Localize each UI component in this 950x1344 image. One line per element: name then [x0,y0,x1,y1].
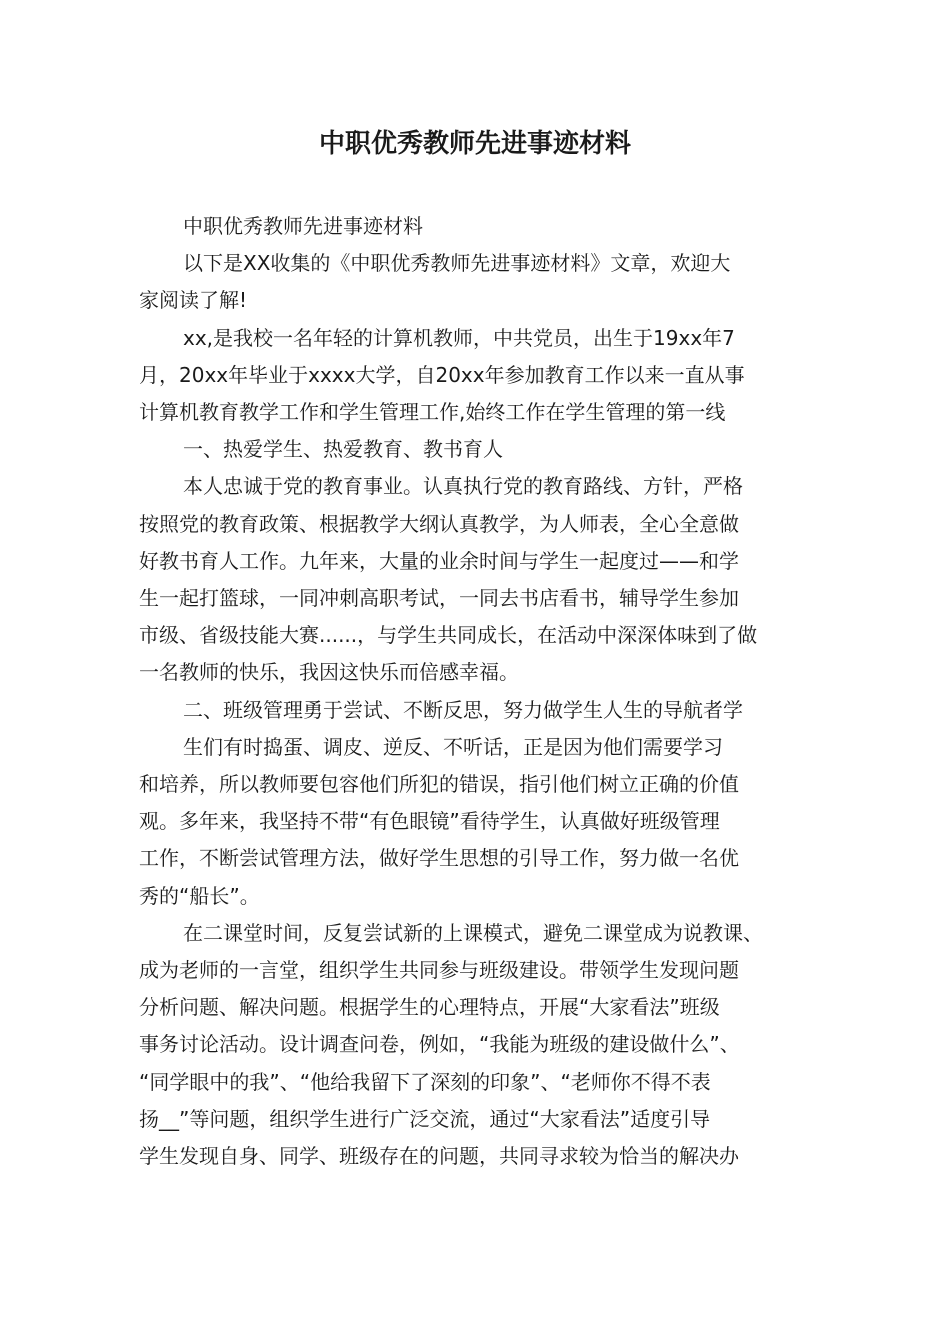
document-body [139,208,829,1175]
text-line: 月，20xx年毕业于xxxx大学，自20xx年参加教育工作以来一直从事 [139,362,745,387]
text-line: 工作，不断尝试管理方法，做好学生思想的引导工作，努力做一名优 [139,846,739,871]
text-line: 本人忠诚于党的教育事业。认真执行党的教育路线、方针，严格 [183,474,743,499]
text-line: 在二课堂时间，反复尝试新的上课模式，避免二课堂成为说教课、 [183,920,763,945]
text-line: 计算机教育教学工作和学生管理工作,始终工作在学生管理的第一线 [139,400,726,425]
text-line: xx,是我校一名年轻的计算机教师，中共党员，出生于19xx年7 [183,325,735,350]
text-line: 生们有时捣蛋、调皮、逆反、不听话，正是因为他们需要学习 [183,734,723,759]
text-line: 扬__”等问题，组织学生进行广泛交流，通过“大家看法”适度引导 [139,1106,711,1131]
section-heading: 二、班级管理勇于尝试、不断反思，努力做学生人生的导航者学 [183,697,743,722]
text-line: 生一起打篮球，一同冲刺高职考试，一同去书店看书，辅导学生参加 [139,586,739,611]
text-line: 中职优秀教师先进事迹材料 [183,214,423,238]
text-line: 学生发现自身、同学、班级存在的问题，共同寻求较为恰当的解决办 [139,1144,739,1169]
text-line: 按照党的教育政策、根据教学大纲认真教学，为人师表，全心全意做 [139,511,739,536]
text-line: 成为老师的一言堂，组织学生共同参与班级建设。带领学生发现问题 [139,958,739,983]
document-title: 中职优秀教师先进事迹材料 [318,129,631,159]
text-line: 市级、省级技能大赛......，与学生共同成长，在活动中深深体味到了做 [139,623,758,648]
text-line: 秀的“船长”。 [139,883,260,908]
text-line: 分析问题、解决问题。根据学生的心理特点，开展“大家看法”班级 [139,995,720,1020]
text-line: 家阅读了解! [139,288,248,313]
text-line: 事务讨论活动。设计调查问卷，例如，“我能为班级的建设做什么”、 [139,1032,740,1057]
text-line: 以下是XX收集的《中职优秀教师先进事迹材料》文章，欢迎大 [183,251,731,276]
text-line: 一名教师的快乐，我因这快乐而倍感幸福。 [139,660,519,685]
text-line: 和培养，所以教师要包容他们所犯的错误，指引他们树立正确的价值 [139,772,739,797]
text-line: 观。多年来，我坚持不带“有色眼镜”看待学生，认真做好班级管理 [139,809,720,834]
section-heading: 一、热爱学生、热爱教育、教书育人 [183,437,503,462]
text-line: 好教书育人工作。九年来，大量的业余时间与学生一起度过——和学 [139,548,739,573]
text-line: “同学眼中的我”、“他给我留下了深刻的印象”、“老师你不得不表 [139,1069,711,1094]
